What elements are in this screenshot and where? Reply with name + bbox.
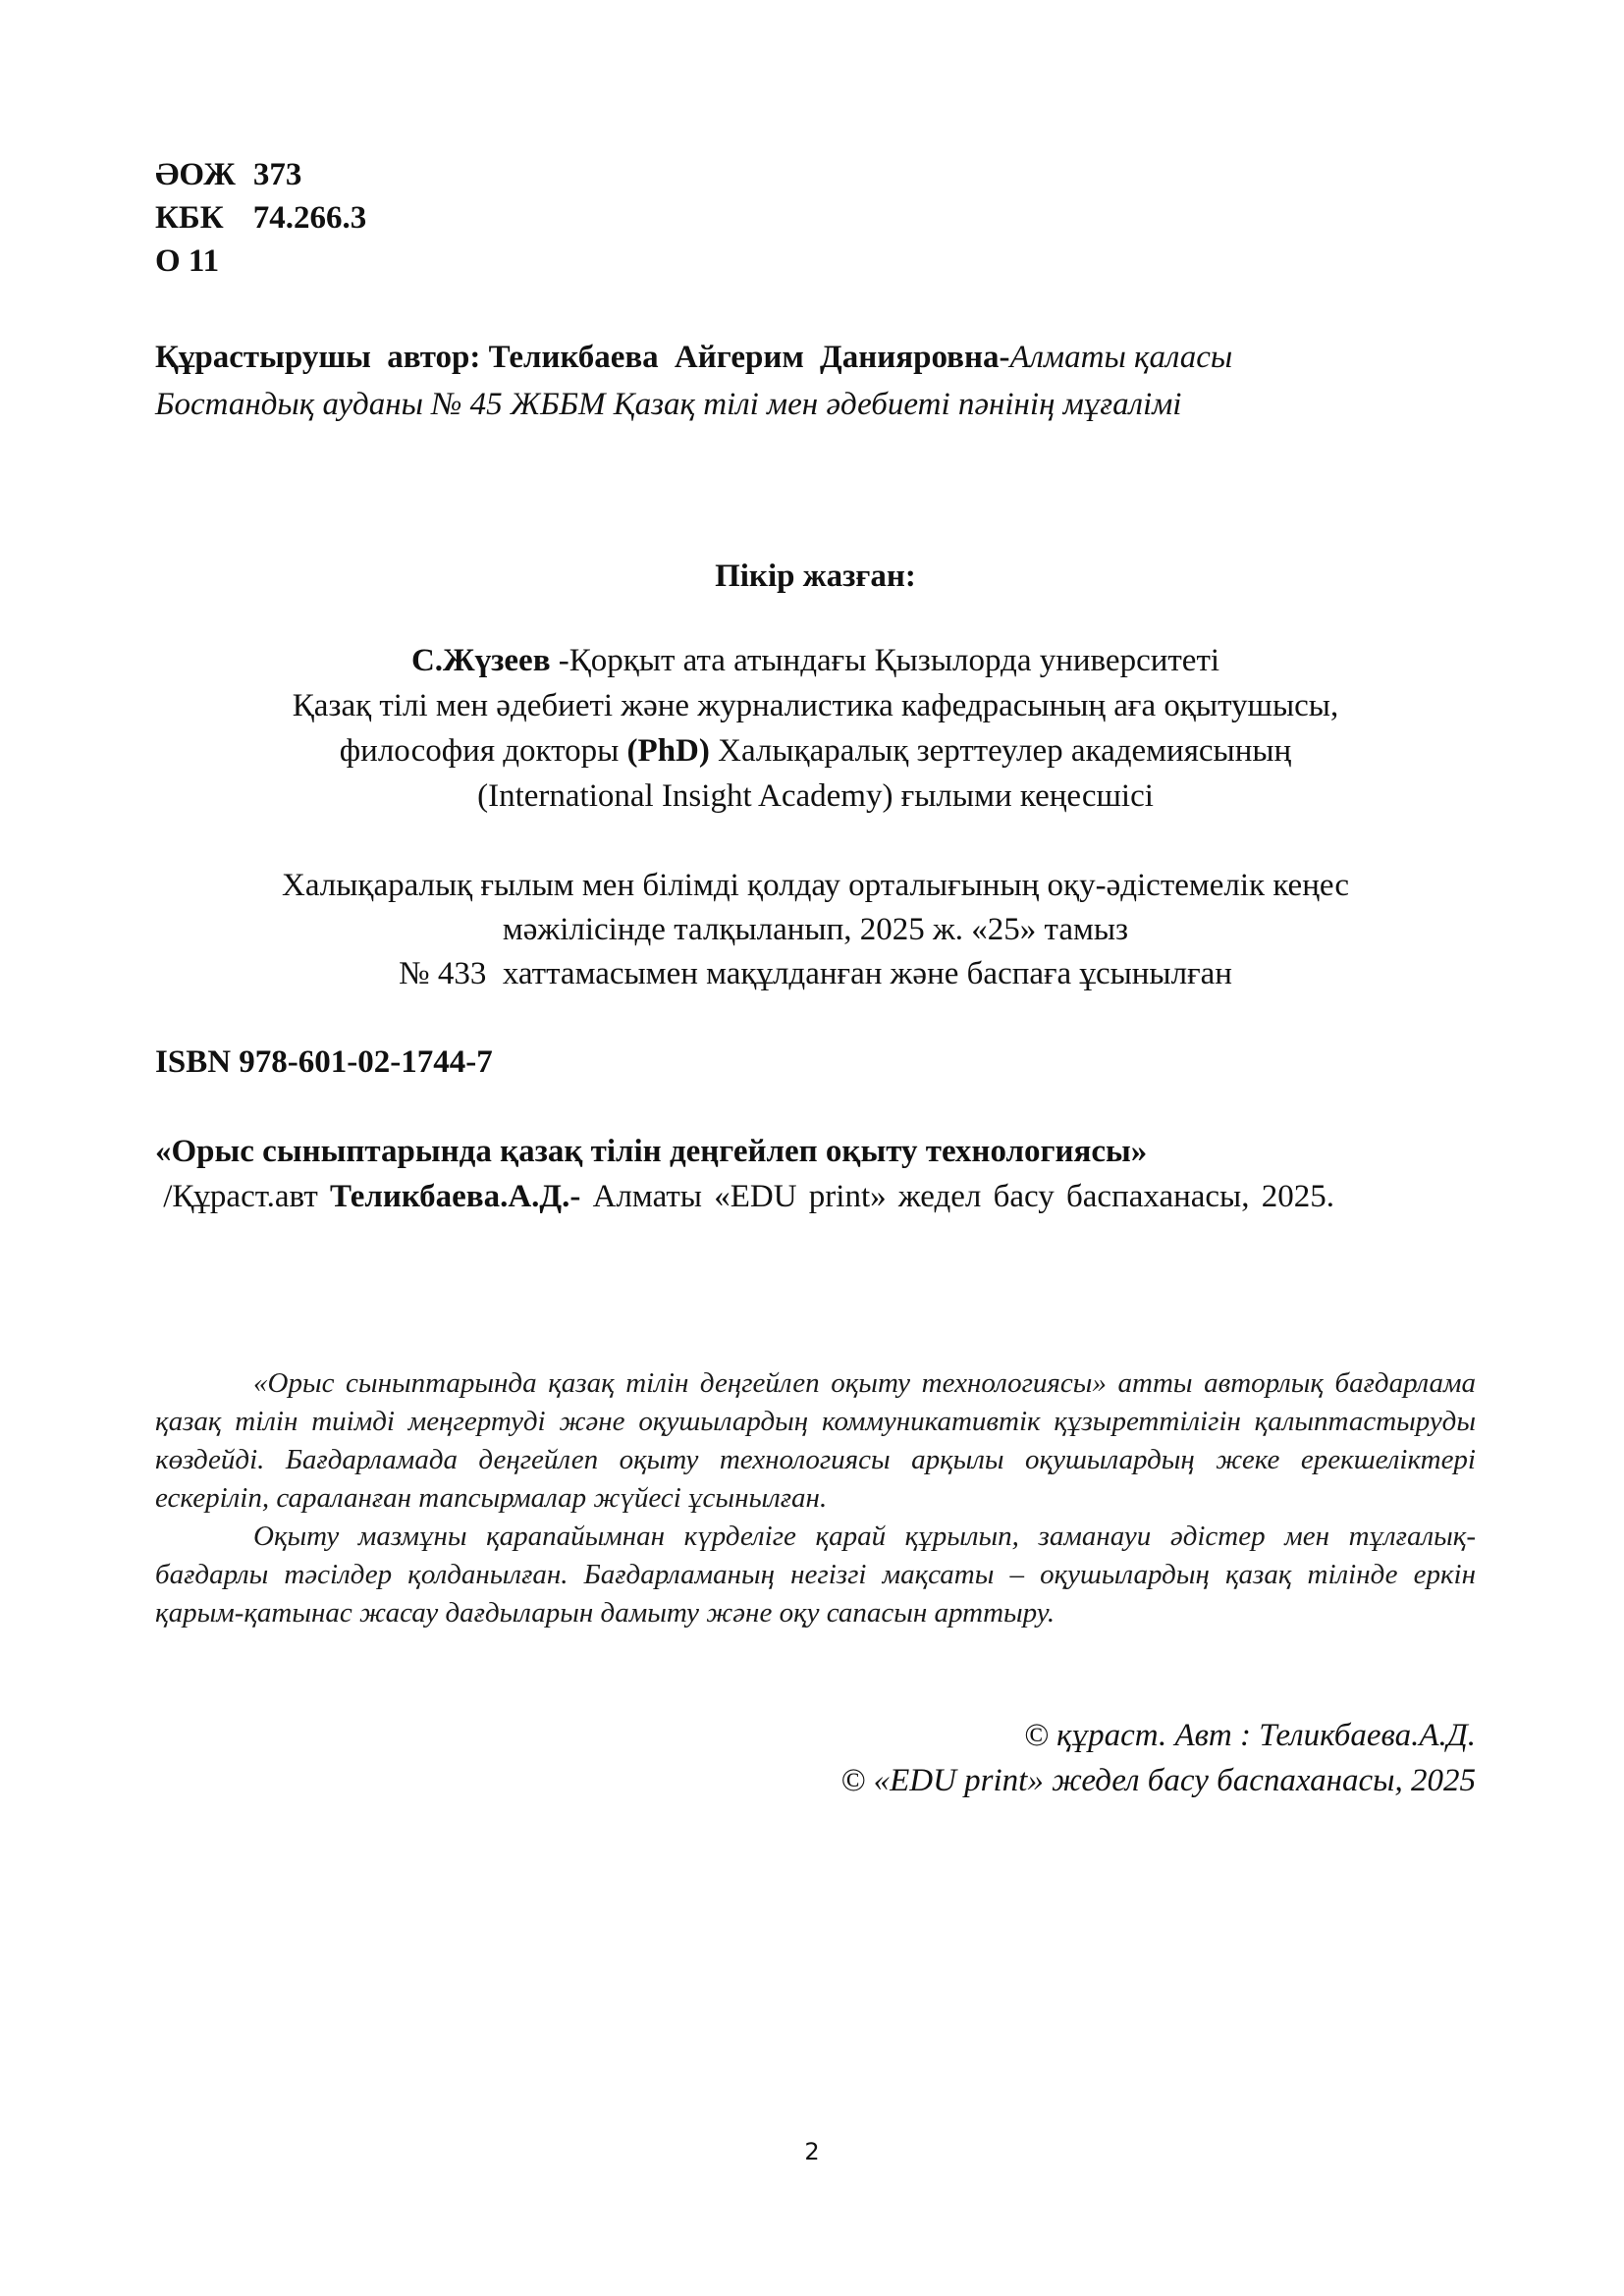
reviewer-block	[155, 638, 1476, 819]
reviewer-line-3	[155, 728, 1476, 774]
reviewer-university: -Қорқыт ата атындағы Қызылорда университеті	[550, 643, 1220, 678]
book-title: «Орыс сыныптарында қазақ тілін деңгейлеп оқыту технологиясы»	[155, 1134, 1148, 1169]
approval-line-3: № 433 хаттамасымен мақұлданған және баспаға ұсынылған	[399, 956, 1232, 991]
citation-block	[155, 1129, 1476, 1219]
citation-prefix: /Құраст.авт	[155, 1179, 330, 1214]
compiler-label: Құрастырушы автор:	[155, 340, 481, 375]
isbn: ISBN 978-601-02-1744-7	[155, 1044, 493, 1080]
udc-value: 373	[252, 157, 302, 192]
citation-details	[155, 1174, 1476, 1219]
udc-label: ӘОЖ	[155, 157, 236, 192]
reviewer-line-2: Қазақ тілі мен әдебиеті және журналистика кафедрасының аға оқытушысы,	[292, 688, 1339, 723]
udc-line	[155, 153, 1476, 196]
lbc-label: КБК	[155, 200, 224, 236]
approval-line-2: мәжілісінде талқыланып, 2025 ж. «25» тамыз	[502, 912, 1129, 947]
citation-publisher: Алматы «EDU print» жедел басу баспаханасы, 2025.	[580, 1179, 1334, 1214]
copyright-author: © құраст. Авт : Теликбаева.А.Д.	[1023, 1718, 1476, 1753]
citation-author: Теликбаева.А.Д.-	[330, 1179, 581, 1214]
approval-block	[155, 864, 1476, 996]
lbc-value: 74.266.3	[252, 200, 367, 236]
compiler-affiliation-city: Алматы қаласы	[1009, 340, 1233, 375]
page-number: 2	[804, 2138, 820, 2165]
lbc-line	[155, 196, 1476, 240]
reviewer-line-1	[155, 638, 1476, 683]
abstract-paragraph-2: Оқыту мазмұны қарапайымнан күрделіге қарай құрылып, заманауи әдістер мен тұлғалық-бағдарлы тәсілдер қолданылған. Бағдарламаның негізгі мақсаты – оқушылардың қазақ тілінде еркін қарым-қатынас жасау дағдыларын дамыту және оқу сапасын арттыру.	[155, 1521, 1476, 1629]
copyright-publisher: © «EDU print» жедел басу баспаханасы, 2025	[840, 1763, 1476, 1798]
reviewer-line-4: (International Insight Academy) ғылыми кеңесшісі	[477, 778, 1154, 814]
compiler-block	[155, 334, 1476, 428]
reviewer-heading: Пікір жазған:	[715, 559, 916, 594]
approval-line-1: Халықаралық ғылым мен білімді қолдау орталығының оқу-әдістемелік кеңес	[282, 868, 1349, 903]
compiler-name: Теликбаева Айгерим Данияровна-	[488, 340, 1010, 375]
reviewer-degree: философия докторы	[339, 733, 627, 769]
reviewer-academy: Халықаралық зерттеулер академиясының	[709, 733, 1292, 769]
reviewer-name: С.Жүзеев	[410, 643, 551, 678]
abstract-block	[155, 1364, 1476, 1632]
copyright-block	[155, 1713, 1476, 1803]
classification-block	[155, 153, 1476, 283]
abstract-paragraph-1: «Орыс сыныптарында қазақ тілін деңгейлеп оқыту технологиясы» атты авторлық бағдарлама қазақ тілін тиімді меңгертуді және оқушылардың коммуникативтік құзыреттілігін қалыптастыруды көздейді. Бағдарламада деңгейлеп оқыту технологиясы арқылы оқушылардың жеке ерекшеліктері ескеріліп, сараланған тапсырмалар жүйесі ұсынылған.	[155, 1367, 1476, 1514]
compiler-affiliation: Бостандық ауданы № 45 ЖББМ Қазақ тілі мен әдебиеті пәнінің мұғалімі	[155, 387, 1182, 422]
reviewer-degree-phd: (PhD)	[626, 733, 710, 769]
author-mark: О 11	[155, 243, 220, 279]
